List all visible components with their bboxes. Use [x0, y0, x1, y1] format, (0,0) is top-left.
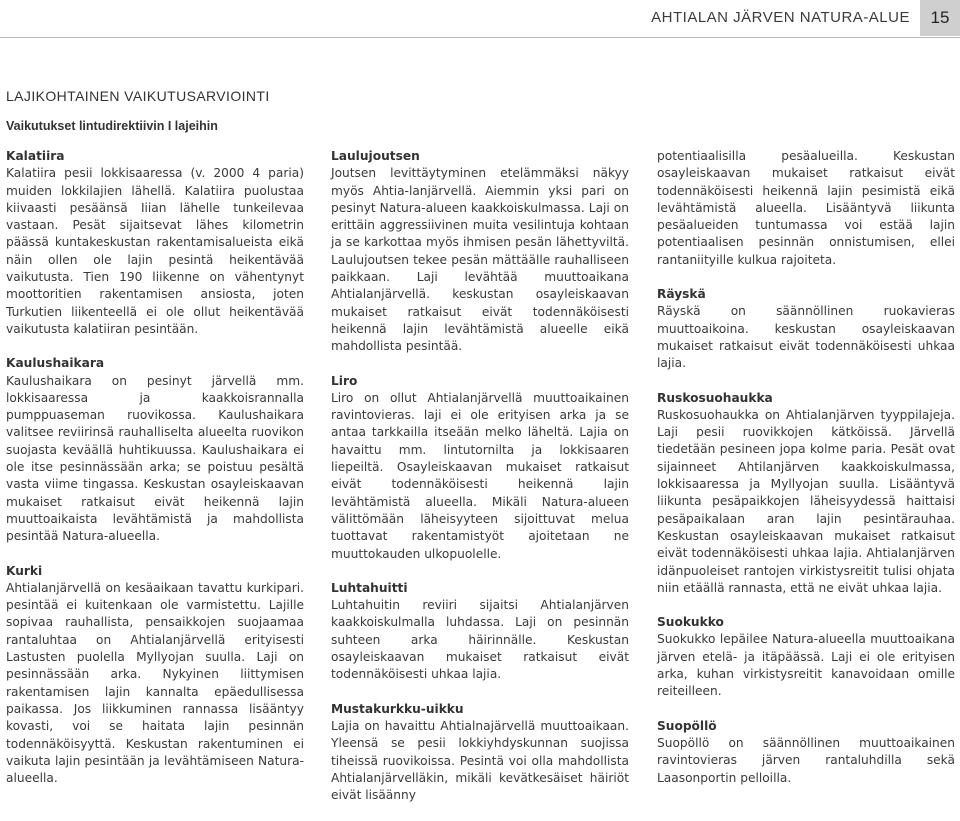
species-text: Suokukko lepäilee Natura-alueella muuttoaikana järven etelä- ja itäpäässä. Laji ei ole erityisen arka, kuhan virkistysreitit kanavoidaan omille reiteilleen. — [657, 632, 955, 699]
species-text: Joutsen levittäytyminen etelämmäksi näkyy myös Ahtia-lanjärvellä. Aiemmin yksi pari on pesinyt Natura-alueen kaakkoiskulmassa. Laji on erittäin aggressiivinen muita vesilintuja kohtaan ja se karkottaa myös ihmisen pesän lähettyviltä. Laulujoutsen tekee pesän mättäälle rauhalliseen paikkaan. Laji levähtää muuttoaikana Ahtialanjärvellä. keskustan osayleiskaavan mukaiset ratkaisut eivät todennäköisesti heikennä lajin levähtämistä alueelle eikä mahdollista pesintää. — [331, 166, 629, 354]
species-text: Luhtahuitin reviiri sijaitsi Ahtialanjärven kaakkoiskulmalla luhdassa. Laji on pesinnän suhteen arka häirinnälle. Keskustan osayleiskaavan mukaiset ratkaisut eivät todennäköisesti uhkaa lajia. — [331, 598, 629, 682]
section-title: LAJIKOHTAINEN VAIKUTUSARVIOINTI — [6, 88, 270, 104]
species-heading: Suokukko — [657, 615, 724, 630]
species-text: Liro on ollut Ahtialanjärvellä muuttoaikainen ravintovieras. laji ei ole erityisen arka ja se antaa tarkkailla itseään melko läheltä. Lajia on havaittu mm. lintutornilta ja lokkisaaren liepeiltä. Osayleiskaavan mukaiset ratkaisut eivät todennäköisesti heikennä lajin levähtämistä alueella. Mikäli Natura-alueen välittömään läheisyyteen sijoittuvat melua tuottavat rakentamistyöt ajoitetaan ne muuttokauden ulkopuolelle. — [331, 390, 629, 561]
species-text: Kaulushaikara on pesinyt järvellä mm. lokkisaaressa ja kaakkoisrannalla pumppuaseman ruovikossa. Kaulushaikara valitsee reviirinsä rauhalliselta alueelta ruovikon suojasta keväällä huhtikuussa. Kaulushaikara ei ole itse pesinnässään arka; se poistuu pesältä vasta viime tingassa. Keskustan osayleiskaavan mukaiset ratkaisut eivät heikennä lajin muuttoaikaista levähtämistä ja mahdollista pesintää Natura-alueella. — [6, 373, 304, 544]
species-heading: Laulujoutsen — [331, 149, 420, 163]
species-entry-kalatiira — [6, 148, 304, 338]
page-number: 15 — [920, 0, 960, 36]
species-text: Lajia on havaittu Ahtialnajärvellä muuttoaikaan. Yleensä se pesii lokkiyhdyskunnan suojissa tiheissä ruovikoissa. Pesintä voi olla mahdollista Ahtialanjärvelläkin, mikäli kevätkesäiset häiriöt eivät lisäänny — [331, 718, 629, 803]
species-text: Ahtialanjärvellä on kesäaikaan tavattu kurkipari. pesintää ei kuitenkaan ole varmistettu. Lajille sopivaa rauhallista, pensaikkojen suojaamaa rantaluhtaa on Ahtialanjärvellä erityisesti Lastusten puolella Myllyojan suulla. Laji on pesinnässään arka. Nykyinen liittymisen rakentamisen lajin kannalta epäedullisessa paikassa. Jos liikkuminen rannassa lisääntyy kovasti, voi se haitata lajin pesinnän todennäköisyyttä. Keskustan rakentuminen ei vaikuta lajin pesintään ja levähtämiseen Natura-alueella. — [6, 580, 304, 786]
species-entry-continued — [657, 148, 955, 269]
text-column-2 — [331, 148, 629, 821]
species-heading: Kalatiira — [6, 149, 65, 163]
text-column-3 — [657, 148, 955, 804]
species-heading: Kurki — [6, 563, 43, 578]
species-heading: Suopöllö — [657, 718, 717, 733]
running-title: AHTIALAN JÄRVEN NATURA-ALUE — [651, 9, 910, 26]
species-text: Räyskä on säännöllinen ruokavieras muuttoaikoina. keskustan osayleiskaavan mukaiset ratkaisut eivät todennäköisesti uhkaa lajia. — [657, 304, 955, 371]
species-entry-suopollo — [657, 718, 955, 787]
species-text: Kalatiira pesii lokkisaaressa (v. 2000 4 paria) muiden lokkilajien lähellä. Kalatiira puolustaa kiivaasti pesäänsä Iiian lähelle tunkeilevaa vastaan. Pesät sijaitsevat lähes kilometrin päässä kuntakeskustan rakentamisalueista eikä näin ollen ole lajin pesintä heikentävää vaikutusta. Tien 190 liikenne on vähentynyt moottoritien rakentamisen ansiosta, joten Turkutien liikenteellä ei ole ollut heikentävää vaikutusta kalatiiran pesintään. — [6, 166, 304, 336]
species-entry-ruskosuohaukka — [657, 390, 955, 598]
species-heading: Mustakurkku-uikku — [331, 701, 464, 716]
species-text: Suopöllö on säännöllinen muuttoaikainen ravintovieras järven rantaluhdilla sekä Laasonportin pelloilla. — [657, 735, 955, 785]
section-subtitle: Vaikutukset lintudirektiivin I lajeihin — [6, 119, 218, 133]
species-heading: Kaulushaikara — [6, 356, 105, 371]
species-heading: Räyskä — [657, 287, 706, 302]
species-entry-mustakurkku-uikku — [331, 701, 629, 805]
species-entry-laulujoutsen — [331, 148, 629, 356]
species-text: potentiaalisilla pesäalueilla. Keskustan osayleiskaavan mukaiset ratkaisut eivät todennäköisesti heikennä lajin pesimistä eikä levähtämistä alueella. Lisääntyvä liikunta pesäalueiden tuntumassa voi estää lajin potentiaalisen pesinnän onnistumisen, ellei rantaniityille kulkua rajoiteta. — [657, 149, 955, 267]
species-entry-luhtahuitti — [331, 580, 629, 684]
species-entry-suokukko — [657, 614, 955, 700]
species-entry-kurki — [6, 563, 304, 788]
species-entry-liro — [331, 373, 629, 563]
text-column-1 — [6, 148, 304, 804]
species-entry-kaulushaikara — [6, 355, 304, 545]
species-heading: Luhtahuitti — [331, 580, 408, 595]
species-entry-rayska — [657, 286, 955, 372]
header-rule — [0, 37, 960, 38]
species-heading: Ruskosuohaukka — [657, 390, 773, 405]
species-heading: Liro — [331, 373, 358, 388]
species-text: Ruskosuohaukka on Ahtialanjärven tyyppilajeja. Laji pesii ruovikkojen kätköissä. Järvellä tiedetään pesineen jopa kolme paria. Pesät ovat sijainneet Ahtilanjärven kaakkoiskulmassa, lokkisaaressa ja Myllyojan suulla. Lisääntyvä liikunta pesäpaikkojen läheisyydessä haittaisi pesäpaikalaan aran lajin pesintärauhaa. Keskustan osayleiskaavan mukaiset ratkaisut eivät todennäköisesti uhkaa lajia. Ahtialanjärven idänpuoleiset rantojen virkistysreitit tulisi ohjata niin etäällä rannasta, että ne eivät uhkaa lajia. — [657, 407, 955, 595]
